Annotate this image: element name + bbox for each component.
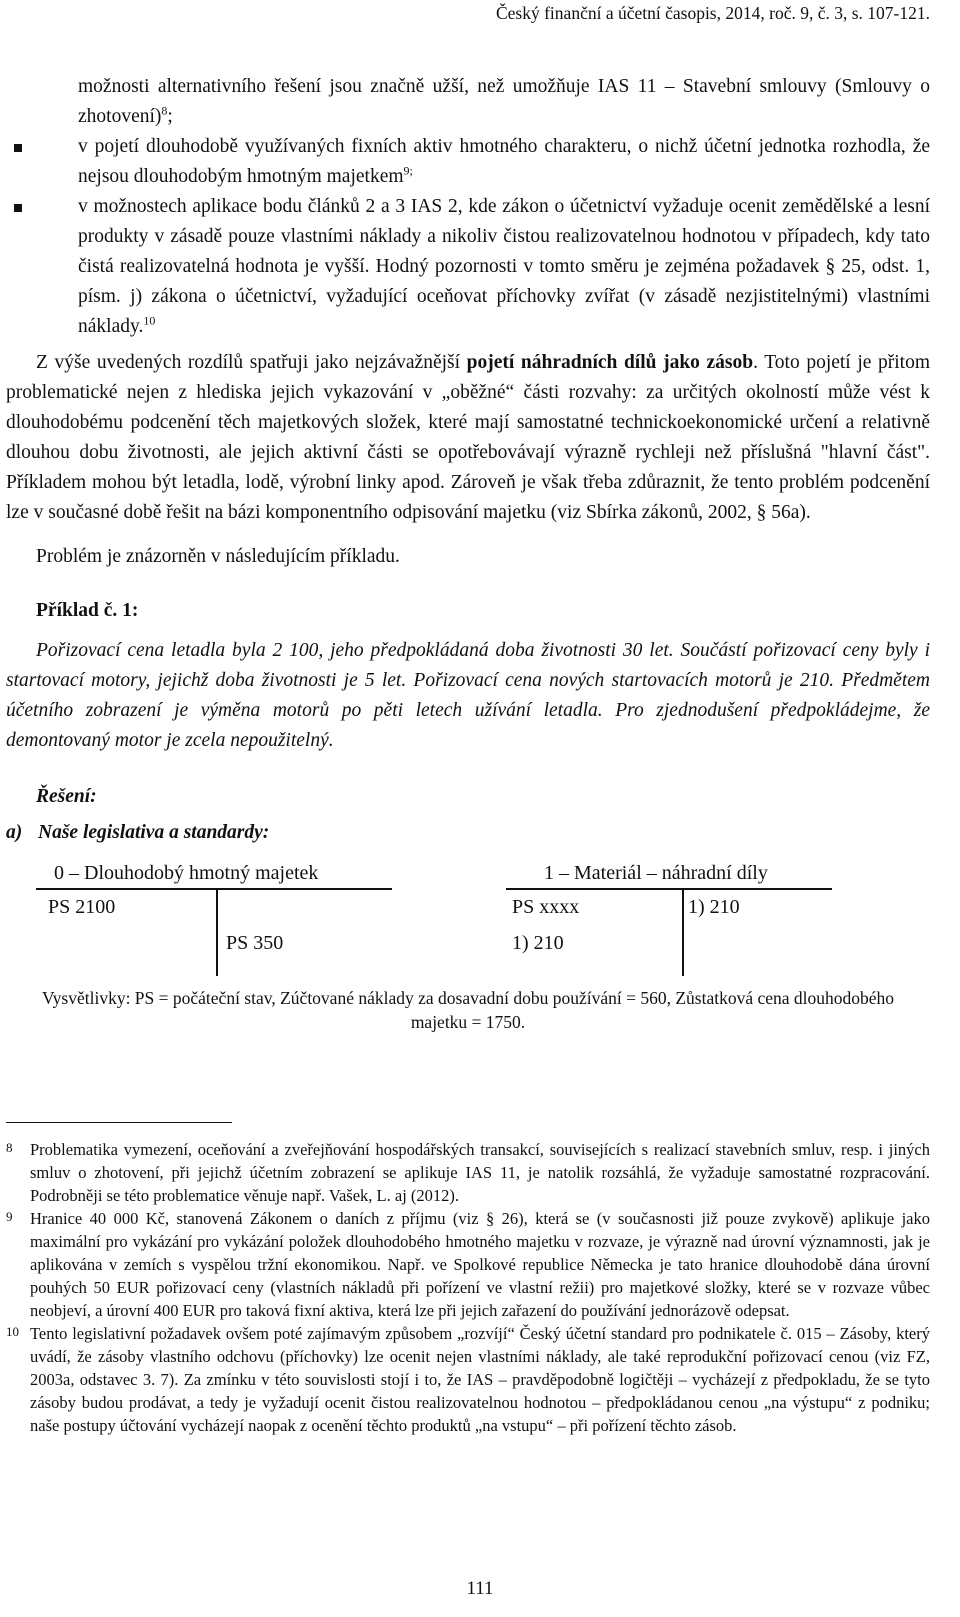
footnote-ref-8[interactable]: 8 [161,103,168,118]
footnote-9: 9 Hranice 40 000 Kč, stanovená Zákonem o daních z příjmu (viz § 26), která se (v současnosti již pouze zvykově) aplikuje jako maximální pro vykázání pro vykázání položek dlouhodobého hmotného majetku v rozvaze, je výrazně nad úrovní významnosti, jak je aplikována v zemích s vyspělou tržní ekonomikou. Např. ve Spolkové republice Německa je tato hranice dlouhodobě dána úrovní pouhých 50 EUR pořizovací ceny (vlastních nákladů při pořízení ve vlastní režii) pro majetkové složky, které se v rozvaze vůbec neobjeví, a úrovní 400 EUR pro taková fixní aktiva, která lze při jejich zařazení do používání jednorázově odepsat. [6,1209,930,1320]
square-bullet-icon [14,204,22,212]
example-text: Pořizovací cena letadla byla 2 100, jeho předpokládaná doba životnosti 30 let. Součástí pořizovací ceny byly i startovací motory, jejichž doba životnosti je 5 let. Pořizovací cena nových startovacích motorů je 210. Předmětem účetního zobrazení je výměna motorů po pěti letech užívání letadla. Pro zjednodušení předpokládejme, že demontovaný motor je zcela nepoužitelný. [6,640,930,751]
explanation-note: Vysvětlivky: PS = počáteční stav, Zúčtované náklady za dosavadní dobu používání = 560, Zůstatková cena dlouhodobého majetku = 1750. [41,988,895,1032]
subsection-heading: a) Naše legislativa a standardy: [6,822,270,843]
example-title: Příklad č. 1: [36,600,139,621]
footnote-8: 8 Problematika vymezení, oceňování a zveřejňování hospodářských transakcí, souvisejících s realizací stavebních smluv, resp. i jiných smluv o zhotovení, při jejichž účetním zobrazení se aplikuje IAS 11, je natolik rozsáhlá, že vyžaduje samostatné rozpracování. Podrobněji se této problematice věnuje např. Vašek, L. aj (2012). [6,1140,930,1205]
account-rule [506,888,832,890]
page-number: 111 [466,1578,494,1599]
body-text [6,72,930,1034]
solution-title: Řešení: [36,786,97,807]
t-accounts [6,858,930,984]
footnote-ref-9[interactable]: 9; [403,163,413,178]
account-rule [682,888,684,976]
footnote-10: 10 Tento legislativní požadavek ovšem poté zajímavým způsobem „rozvíjí“ Český účetní standard pro podnikatele č. 015 – Zásoby, který uvádí, že zásoby vlastního odchovu (příchovky) lze ocenit nejen vlastními náklady, ale také reprodukční pořizovací cenou (viz FZ, 2003a, odstavec 3. 7). Za zmínku v této souvislosti stojí i to, že IAS – pravděpodobně logičtěji – vycházejí z předpokladu, že se tyto zásoby budou prodávat, a tedy je vyžadují ocenit čistou realizovatelnou hodnotou – předpokládanou cenou „na výstupu“ z podniku; naše postupy účtování vycházejí naopak z ocenění těchto produktů „na vstupu“ – při pořízení těchto zásob. [6,1324,930,1435]
account-cell: PS xxxx [512,896,580,918]
square-bullet-icon [14,144,22,152]
footnotes [6,1138,930,1437]
account-title-right: 1 – Materiál – náhradní díly [544,862,768,884]
account-rule [216,888,218,976]
paragraph: Problém je znázorněn v následujícím příkladu. [36,546,400,567]
account-cell: PS 2100 [48,896,116,918]
account-cell: PS 350 [226,932,284,954]
paragraph: Z výše uvedených rozdílů spatřuji jako nejzávažnější pojetí náhradních dílů jako zásob. Toto pojetí je přitom problematické nejen z hlediska jejich vykazování v „oběžné“ části rozvahy: za určitých okolností může vést k dlouhodobému podcenění těch majetkových složek, které mají samostatné technickoekonomické určení a relativně dlouhou dobu životnosti, ale jejich aktivní části se opotřebovávají výrazně rychleji než příslušná "hlavní část". Příkladem mohou být letadla, lodě, výrobní linky apod. Zároveň je však třeba zdůraznit, že tento problém podcenění lze v současné době řešit na bázi komponentního odpisování majetku (viz Sbírka zákonů, 2002, § 56a). [6,352,930,523]
list-continuation: možnosti alternativního řešení jsou značně užší, než umožňuje IAS 11 – Stavební smlouvy (Smlouvy o zhotovení)$^8$; [78,76,930,127]
bullet-list [6,132,930,342]
running-header: Český finanční a účetní časopis, 2014, roč. 9, č. 3, s. 107-121. [495,3,930,23]
footnote-separator [6,1122,232,1123]
account-title-left: 0 – Dlouhodobý hmotný majetek [54,862,319,884]
emphasis: pojetí náhradních dílů jako zásob [466,352,754,373]
list-item: v možnostech aplikace bodu článků 2 a 3 IAS 2, kde zákon o účetnictví vyžaduje ocenit zemědělské a lesní produkty v zásadě pouze vlastními náklady a nikoliv čistou realizovatelnou hodnotou v případech, kdy tato čistá realizovatelná hodnota je vyšší. Hodný pozornosti v tomto směru je zejména požadavek § 25, odst. 1, písm. j) zákona o účetnictví, vyžadující oceňovat příchovky zvířat (v zásadě nezjistitelnými) vlastními náklady.$^{10}$ [78,192,930,342]
footnote-ref-10[interactable]: 10 [143,313,156,328]
account-cell: 1) 210 [512,932,564,954]
account-rule [36,888,392,890]
account-cell: 1) 210 [688,896,740,918]
list-item: v pojetí dlouhodobě využívaných fixních aktiv hmotného charakteru, o nichž účetní jednotka rozhodla, že nejsou dlouhodobým hmotným majetkem$^{9;}$ [78,132,930,192]
